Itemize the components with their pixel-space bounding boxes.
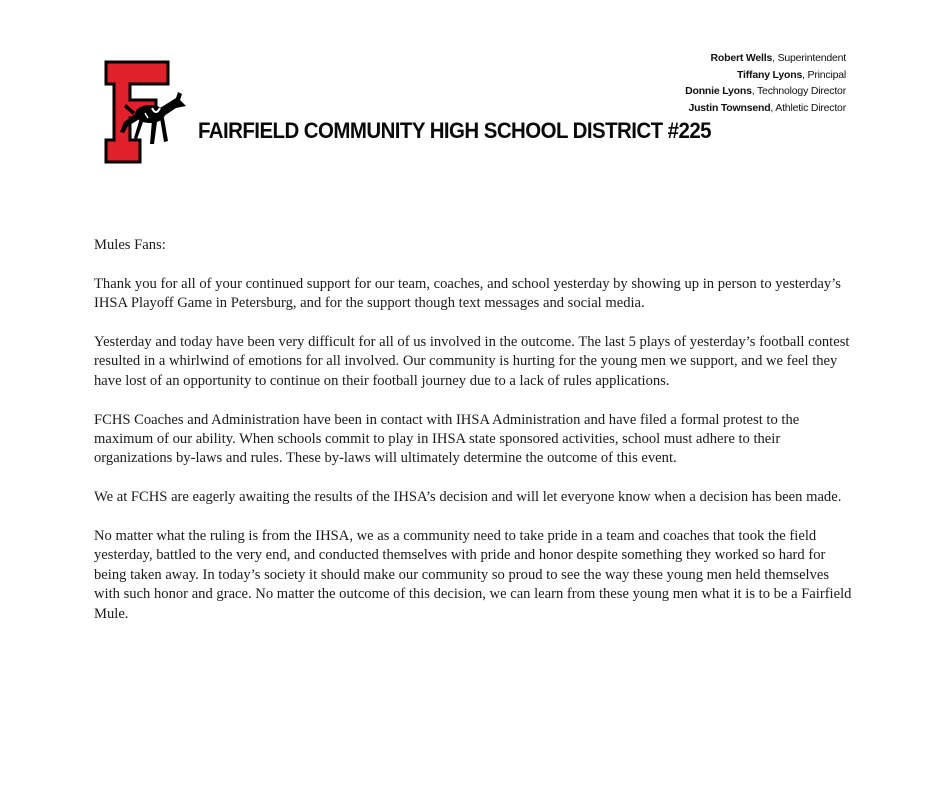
name-title-separator: , [770, 101, 776, 114]
letter-greeting: Mules Fans: [94, 237, 166, 253]
staff-name: Justin Townsend [688, 101, 771, 114]
staff-title: Athletic Director [775, 101, 846, 114]
staff-row-superintendent [685, 50, 846, 67]
staff-row-technology-director [685, 83, 846, 100]
staff-title: Superintendent [777, 52, 846, 64]
staff-name: Tiffany Lyons [737, 68, 803, 81]
staff-name: Robert Wells [710, 52, 773, 64]
staff-row-athletic-director [685, 100, 846, 117]
staff-title: Principal [807, 68, 846, 81]
letter-paragraph: We at FCHS are eagerly awaiting the results of the IHSA’s decision and will let everyone know when a decision has been made. [94, 489, 842, 506]
name-title-separator: , [802, 68, 808, 81]
letter-body [94, 236, 854, 643]
letter-paragraph: Yesterday and today have been very difficult for all of us involved in the outcome. The last 5 plays of yesterday’s football contest resulted in a whirlwind of emotions for all involved. Our community is hurting for the young men we support, and we feel they have lost of an opportunity to continue on their football journey due to a lack of rules applications. [94, 334, 850, 389]
letterhead [0, 0, 940, 180]
staff-row-principal [685, 67, 846, 84]
letter-paragraph: No matter what the ruling is from the IHSA, we as a community need to take pride in a team and coaches that took the field yesterday, battled to the very end, and conducted themselves with pride and honor despite something they worked so hard for being taken away. In today’s society it should make our community so proud to see the way these young men held themselves with such honor and grace. No matter the outcome of this decision, we can learn from these young men what it is to be a Fairfield Mule. [94, 528, 852, 622]
fairfield-mule-logo [104, 60, 188, 164]
letter-paragraph: FCHS Coaches and Administration have been in contact with IHSA Administration and have filed a formal protest to the maximum of our ability. When schools commit to play in IHSA state sponsored activities, school must adhere to their organizations by-laws and rules. These by-laws will ultimately determine the outcome of this event. [94, 411, 800, 467]
district-title: FAIRFIELD COMMUNITY HIGH SCHOOL DISTRICT #225 [198, 118, 711, 143]
staff-name: Donnie Lyons [685, 85, 752, 97]
staff-list [685, 50, 846, 116]
letter-paragraph: Thank you for all of your continued support for our team, coaches, and school yesterday by showing up in person to yesterday’s IHSA Playoff Game in Petersburg, and for the support though text messages and social media. [94, 275, 841, 312]
staff-title: Technology Director [757, 85, 846, 97]
name-title-separator: , [772, 52, 778, 64]
name-title-separator: , [751, 85, 757, 97]
